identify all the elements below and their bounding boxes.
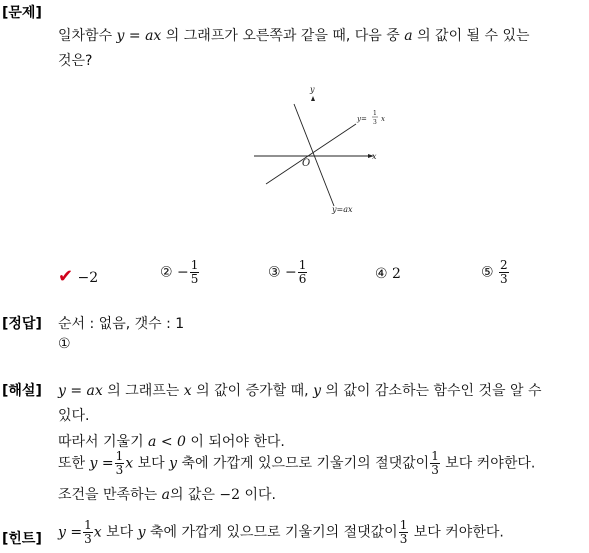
fraction-numerator: 1 [399, 518, 408, 532]
answer-line-1: 순서 : 없음, 갯수 : 1 [58, 316, 185, 332]
graph-figure [250, 84, 390, 219]
origin-label: O [302, 158, 311, 169]
inequality: a < 0 [148, 434, 186, 450]
question-variable: a [404, 28, 413, 44]
question-line-2: 것은? [58, 53, 93, 69]
equation: y = [89, 455, 114, 472]
fraction-numerator: 1 [115, 449, 124, 463]
variable: x [125, 455, 134, 472]
fraction-numerator: 1 [431, 449, 439, 463]
checkmark-icon: ✔ [58, 266, 74, 287]
text: 따라서 기울기 [58, 434, 149, 450]
text: 보다 [101, 524, 138, 541]
line1-label-den: 3 [373, 119, 377, 126]
variable: x [93, 524, 102, 541]
text: 보다 커야한다. [440, 455, 536, 472]
choice-1[interactable] [58, 266, 98, 287]
value: −2 [219, 487, 241, 503]
choice-value: −2 [77, 270, 99, 286]
choice-5[interactable] [481, 259, 510, 286]
fraction-denominator: 3 [115, 463, 124, 477]
variable: a [161, 487, 170, 503]
explanation-line-4 [58, 450, 535, 477]
answer-tag: [정답] [2, 316, 42, 332]
explanation-line-5 [58, 484, 276, 504]
choice-number: ④ [375, 266, 388, 282]
line-y-ax [294, 104, 334, 206]
text: 보다 커야한다. [409, 524, 504, 541]
text: 조건을 만족하는 [58, 487, 162, 503]
choice-2[interactable] [160, 259, 200, 286]
text: 이다. [240, 487, 277, 503]
y-axis-arrow [311, 96, 315, 101]
choice-number: ⑤ [481, 264, 494, 281]
text: 축에 가깝게 있으므로 기울기의 절댓값이 [145, 524, 398, 541]
text: 의 그래프는 [102, 383, 184, 399]
x-axis-label: x [372, 152, 377, 161]
choice-numerator: 1 [190, 258, 199, 272]
choice-sign: − [177, 264, 189, 281]
question-text: 의 그래프가 오른쪽과 같을 때, 다음 중 [161, 28, 405, 44]
question-text: 의 값이 될 수 있는 [412, 28, 530, 44]
hint-line [58, 519, 504, 546]
line2-label: y=ax [332, 205, 353, 214]
choice-4[interactable] [375, 266, 401, 282]
choice-3[interactable] [268, 259, 308, 286]
line1-label-post: x [381, 115, 385, 123]
text: 의 값이 증가할 때, [191, 383, 314, 399]
choice-number: ③ [268, 264, 281, 281]
choice-denominator: 6 [298, 272, 307, 286]
fraction-denominator: 3 [431, 463, 439, 477]
choice-numerator: 2 [500, 258, 508, 272]
explanation-line-3 [58, 431, 285, 451]
question-text: 일차함수 [58, 28, 117, 44]
line-y-third-x [266, 124, 356, 184]
text: 축에 가깝게 있으므로 기울기의 절댓값이 [177, 455, 430, 472]
choice-number: ② [160, 264, 173, 281]
equation: y = [58, 524, 83, 541]
problem-tag: [문제] [2, 5, 42, 21]
equation: y = ax [58, 383, 103, 399]
explanation-line-2: 있다. [58, 408, 90, 424]
text: 이 되어야 한다. [185, 434, 285, 450]
fraction-numerator: 1 [84, 518, 92, 532]
question-line-1 [58, 25, 530, 45]
explanation-tag: [해설] [2, 383, 42, 399]
choice-denominator: 3 [500, 272, 508, 286]
text: 보다 [133, 455, 170, 472]
choice-numerator: 1 [298, 258, 307, 272]
text: 의 값은 [169, 487, 220, 503]
choice-value: 2 [392, 266, 401, 282]
fraction-denominator: 3 [84, 532, 92, 546]
variable: y [313, 383, 321, 399]
variable: x [183, 383, 192, 399]
y-axis-label: y [310, 85, 315, 94]
question-equation: y = ax [116, 28, 162, 44]
choice-denominator: 5 [190, 272, 199, 286]
line1-label-pre: y= [357, 115, 367, 123]
fraction-denominator: 3 [399, 532, 408, 546]
text: 의 값이 감소하는 함수인 것을 알 수 [320, 383, 542, 399]
hint-tag: [힌트] [2, 531, 42, 547]
answer-line-2: ① [58, 336, 71, 352]
choice-sign: − [285, 264, 297, 281]
variable: y [137, 524, 146, 541]
line1-label-num: 1 [373, 110, 377, 117]
text: 또한 [58, 455, 90, 472]
explanation-line-1 [58, 380, 541, 400]
variable: y [169, 455, 178, 472]
